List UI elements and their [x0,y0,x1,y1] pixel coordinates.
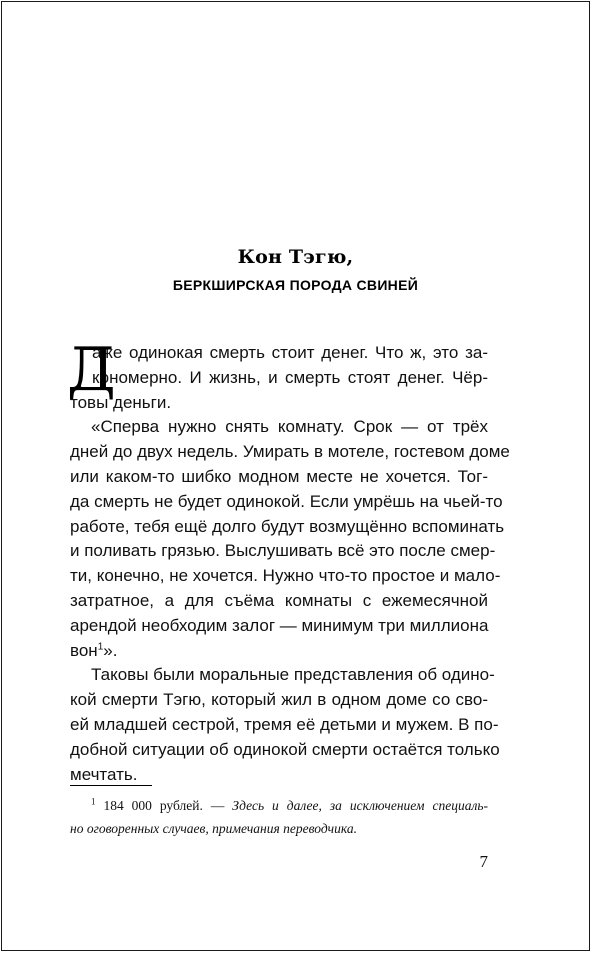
text-line: и поливать грязью. Выслушивать всё это после смер- [70,541,496,561]
text-line: ти, конечно, не хочется. Нужно что-то простое и мало- [70,566,501,586]
paragraph-1 [70,341,488,415]
footnote-line [70,794,488,817]
book-page [1,1,590,951]
text-line: добной ситуации об одинокой смерти остаётся только [70,739,500,759]
text-line: или каком-то шибко модном месте не хочется. Тог- [70,466,488,486]
text-line: арендой необходим залог — минимум три миллиона [70,615,489,635]
text-line: кономерно. И жизнь, и смерть стоят денег. Чёр- [92,367,488,387]
body-text [67,335,510,787]
text-line: «Сперва нужно снять комнату. Срок — от трёх [91,417,488,437]
paragraph-3 [70,663,500,787]
text-line: затратное, а для съёма комнаты с ежемесячной [70,590,488,610]
text-fragment: ». [103,640,118,660]
footnote-divider [70,785,152,786]
footnote-note: Здесь и далее, за исключением специаль- [232,798,488,813]
page-number: 7 [479,852,488,871]
drop-cap: Д [67,335,116,405]
text-line: аже одинокая смерть стоит денег. Что ж, это за- [92,343,488,362]
footnote-text: 184 000 рублей. — [103,798,225,813]
footnote [70,794,488,840]
text-line: дней до двух недель. Умирать в мотеле, гостевом доме [70,442,510,462]
chapter-subtitle: БЕРКШИРСКАЯ ПОРОДА СВИНЕЙ [172,277,419,293]
footnote-mark: 1 [91,796,96,807]
text-fragment: вон [70,640,98,660]
text-line: работе, тебя ещё долго будут возмущённо вспоминать [70,516,505,536]
chapter-title: Кон Тэгю, [237,246,354,268]
text-line-with-footnote-ref [70,639,488,664]
text-line: кой смерти Тэгю, который жил в одном доме со сво- [70,690,488,710]
paragraph-2 [70,415,510,663]
footnote-reference[interactable]: 1 [97,640,104,652]
text-line: товы деньги. [70,392,172,412]
text-line: ей младшей сестрой, тремя её детьми и мужем. В по- [70,714,499,734]
text-line: Таковы были моральные представления об одино- [91,665,495,685]
text-line: да смерть не будет одинокой. Если умрёшь на чьей-то [70,491,503,511]
footnote-note-continued: но оговоренных случаев, примечания переводчика. [70,821,357,836]
text-line: мечтать. [70,764,138,784]
